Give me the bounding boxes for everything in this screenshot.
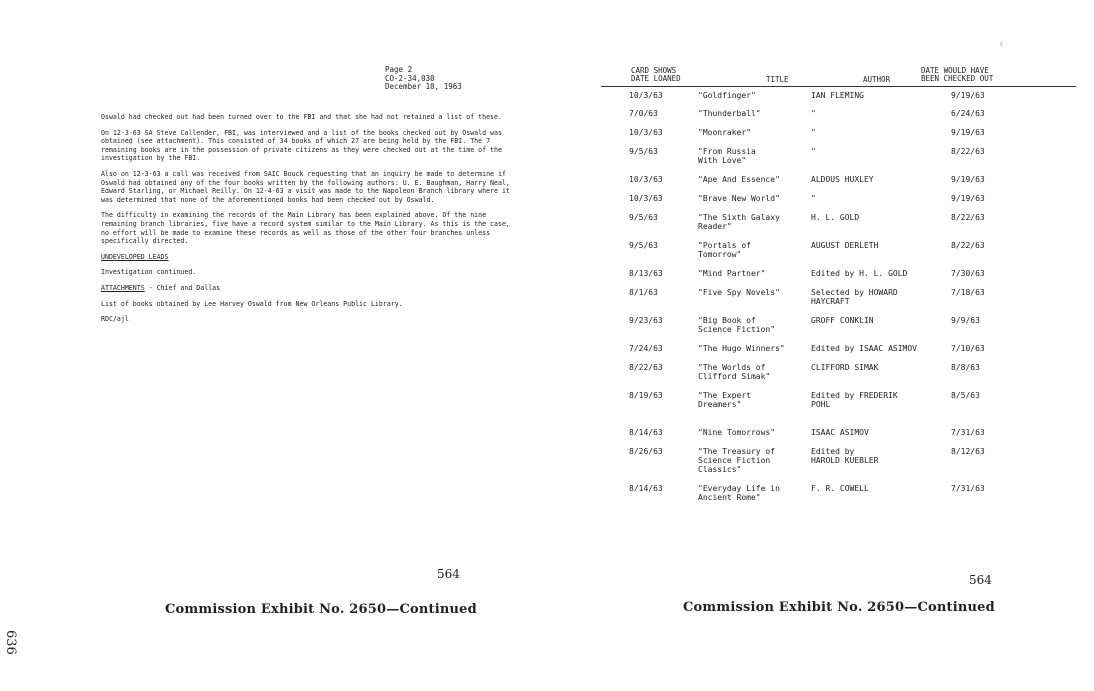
row-due-date: 9/19/63 <box>951 91 985 100</box>
row-author: CLIFFORD SIMAK <box>811 363 879 372</box>
table-row <box>601 312 1076 340</box>
table-row <box>601 340 1076 359</box>
row-title: "Moonraker" <box>698 128 751 137</box>
memo-body <box>101 113 511 331</box>
row-author: Selected by HOWARD HAYCRAFT <box>811 288 898 306</box>
row-title: "Big Book of Science Fiction" <box>698 316 776 334</box>
row-author: AUGUST DERLETH <box>811 241 879 250</box>
row-author: Edited by ISAAC ASIMOV <box>811 344 917 353</box>
undeveloped-leads-heading: UNDEVELOPED LEADS <box>101 252 169 261</box>
table-row <box>601 87 1076 105</box>
table-row <box>601 443 1076 480</box>
row-due-date: 8/22/63 <box>951 241 985 250</box>
row-author: Edited by H. L. GOLD <box>811 269 908 278</box>
memo-initials: RDC/ajl <box>101 315 129 324</box>
row-date-loaned: 8/14/63 <box>629 428 663 437</box>
row-title: "Goldfinger" <box>698 91 756 100</box>
row-author: Edited by FREDERIK POHL <box>811 391 898 409</box>
row-title: "The Expert Dreamers" <box>698 391 751 409</box>
row-author: ISAAC ASIMOV <box>811 428 869 437</box>
row-date-loaned: 9/5/63 <box>629 147 658 156</box>
row-author: IAN FLEMING <box>811 91 864 100</box>
row-author: " <box>811 128 816 137</box>
memo-paragraph: Also on 12-3-63 a call was received from SAIC Bouck requesting that an inquiry be made to determine if Oswald had obtained any of the four books written by the following authors: U. E. Baughman, Harry Neal, Edward Starling, or Michael Reilly. On 12-4-63 a visit was made to the Napoleon Branch library where it was determined that none of the aforementioned books had been checked out by Oswald. <box>101 169 510 204</box>
table-row <box>601 359 1076 387</box>
row-date-loaned: 10/3/63 <box>629 91 663 100</box>
memo-paragraph: The difficulty in examining the records of the Main Library has been explained above. Of the nine remaining branch libraries, five have a record system similar to the Main Library. As this is the case, no effort will be made to examine these records as well as those of the other four branches unless specifically directed. <box>101 211 510 246</box>
row-date-loaned: 10/3/63 <box>629 175 663 184</box>
table-row <box>601 265 1076 284</box>
row-due-date: 7/18/63 <box>951 288 985 297</box>
row-title: "Thunderball" <box>698 109 761 118</box>
row-author: " <box>811 194 816 203</box>
row-title: "The Sixth Galaxy Reader" <box>698 213 780 231</box>
row-date-loaned: 10/3/63 <box>629 194 663 203</box>
right-exhibit-caption: Commission Exhibit No. 2650—Continued <box>683 600 995 615</box>
row-due-date: 7/31/63 <box>951 484 985 493</box>
book-list-table <box>601 66 1076 508</box>
table-row <box>601 124 1076 143</box>
margin-mark-icon: ᵞ <box>1000 40 1003 51</box>
row-title: "Nine Tomorrows" <box>698 428 776 437</box>
row-date-loaned: 8/14/63 <box>629 484 663 493</box>
row-author: ALDOUS HUXLEY <box>811 175 874 184</box>
row-author: F. R. COWELL <box>811 484 869 493</box>
row-due-date: 9/19/63 <box>951 128 985 137</box>
row-author: GROFF CONKLIN <box>811 316 874 325</box>
side-page-number: 636 <box>3 630 18 655</box>
row-due-date: 8/22/63 <box>951 147 985 156</box>
row-author: Edited by HAROLD KUEBLER <box>811 447 879 465</box>
table-header <box>601 66 1076 87</box>
row-title: "Brave New World" <box>698 194 780 203</box>
row-author: " <box>811 109 816 118</box>
left-page-number: 564 <box>437 567 460 581</box>
row-title: "Portals of Tomorrow" <box>698 241 751 259</box>
row-date-loaned: 8/13/63 <box>629 269 663 278</box>
memo-page-label: Page 2 <box>385 65 413 74</box>
row-due-date: 9/19/63 <box>951 194 985 203</box>
row-due-date: 8/5/63 <box>951 391 980 400</box>
table-row <box>601 209 1076 237</box>
row-due-date: 7/10/63 <box>951 344 985 353</box>
memo-header <box>385 66 462 92</box>
right-page <box>547 0 1094 691</box>
table-row <box>601 284 1076 312</box>
row-date-loaned: 9/23/63 <box>629 316 663 325</box>
row-date-loaned: 8/1/63 <box>629 288 658 297</box>
table-row <box>601 237 1076 265</box>
memo-date: December 10, 1963 <box>385 82 462 91</box>
row-title: "Ape And Essence" <box>698 175 780 184</box>
col-header-date-loaned: CARD SHOWS DATE LOANED <box>631 66 681 83</box>
row-date-loaned: 8/19/63 <box>629 391 663 400</box>
col-header-title: TITLE <box>766 75 789 84</box>
row-due-date: 8/12/63 <box>951 447 985 456</box>
attachments-recipients: - Chief and Dallas <box>144 283 221 292</box>
table-row <box>601 424 1076 443</box>
table-row <box>601 190 1076 209</box>
row-date-loaned: 8/26/63 <box>629 447 663 456</box>
memo-paragraph: On 12-3-63 SA Steve Callender, FBI, was interviewed and a list of the books checked out by Oswald was obtained (see attachment). This consisted of 34 books of which 27 are being held by the FBI. The 7 remaining books are in the possession of private citizens as they were checked out at the time of the investigation by the FBI. <box>101 128 502 163</box>
memo-paragraph: Oswald had checked out had been turned over to the FBI and that she had not retained a list of these. <box>101 113 502 121</box>
attachments-line <box>101 284 511 293</box>
row-date-loaned: 7/24/63 <box>629 344 663 353</box>
table-row <box>601 387 1076 424</box>
attachments-label: ATTACHMENTS <box>101 283 145 292</box>
row-due-date: 6/24/63 <box>951 109 985 118</box>
left-exhibit-caption: Commission Exhibit No. 2650—Continued <box>165 602 477 617</box>
row-title: "Five Spy Novels" <box>698 288 780 297</box>
row-date-loaned: 7/0/63 <box>629 109 658 118</box>
row-date-loaned: 9/5/63 <box>629 241 658 250</box>
right-page-number: 564 <box>969 573 992 587</box>
row-due-date: 9/9/63 <box>951 316 980 325</box>
table-body <box>601 87 1076 508</box>
row-date-loaned: 9/5/63 <box>629 213 658 222</box>
row-title: "The Treasury of Science Fiction Classics" <box>698 447 776 474</box>
row-title: "Everyday Life in Ancient Rome" <box>698 484 780 502</box>
col-header-author: AUTHOR <box>863 75 891 84</box>
row-due-date: 8/8/63 <box>951 363 980 372</box>
row-due-date: 8/22/63 <box>951 213 985 222</box>
row-due-date: 9/19/63 <box>951 175 985 184</box>
row-title: "From Russia With Love" <box>698 147 756 165</box>
row-due-date: 7/30/63 <box>951 269 985 278</box>
table-row <box>601 171 1076 190</box>
row-author: " <box>811 147 816 156</box>
row-title: "Mind Partner" <box>698 269 766 278</box>
row-title: "The Worlds of Clifford Simak" <box>698 363 771 381</box>
row-date-loaned: 10/3/63 <box>629 128 663 137</box>
table-row <box>601 143 1076 171</box>
attachment-description: List of books obtained by Lee Harvey Oswald from New Orleans Public Library. <box>101 299 403 308</box>
investigation-text: Investigation continued. <box>101 268 197 277</box>
row-author: H. L. GOLD <box>811 213 860 222</box>
col-header-due-date: DATE WOULD HAVE BEEN CHECKED OUT <box>921 66 994 83</box>
row-due-date: 7/31/63 <box>951 428 985 437</box>
memo-file-number: CO-2-34,030 <box>385 73 435 83</box>
row-title: "The Hugo Winners" <box>698 344 785 353</box>
table-row <box>601 105 1076 124</box>
table-row <box>601 480 1076 508</box>
row-date-loaned: 8/22/63 <box>629 363 663 372</box>
